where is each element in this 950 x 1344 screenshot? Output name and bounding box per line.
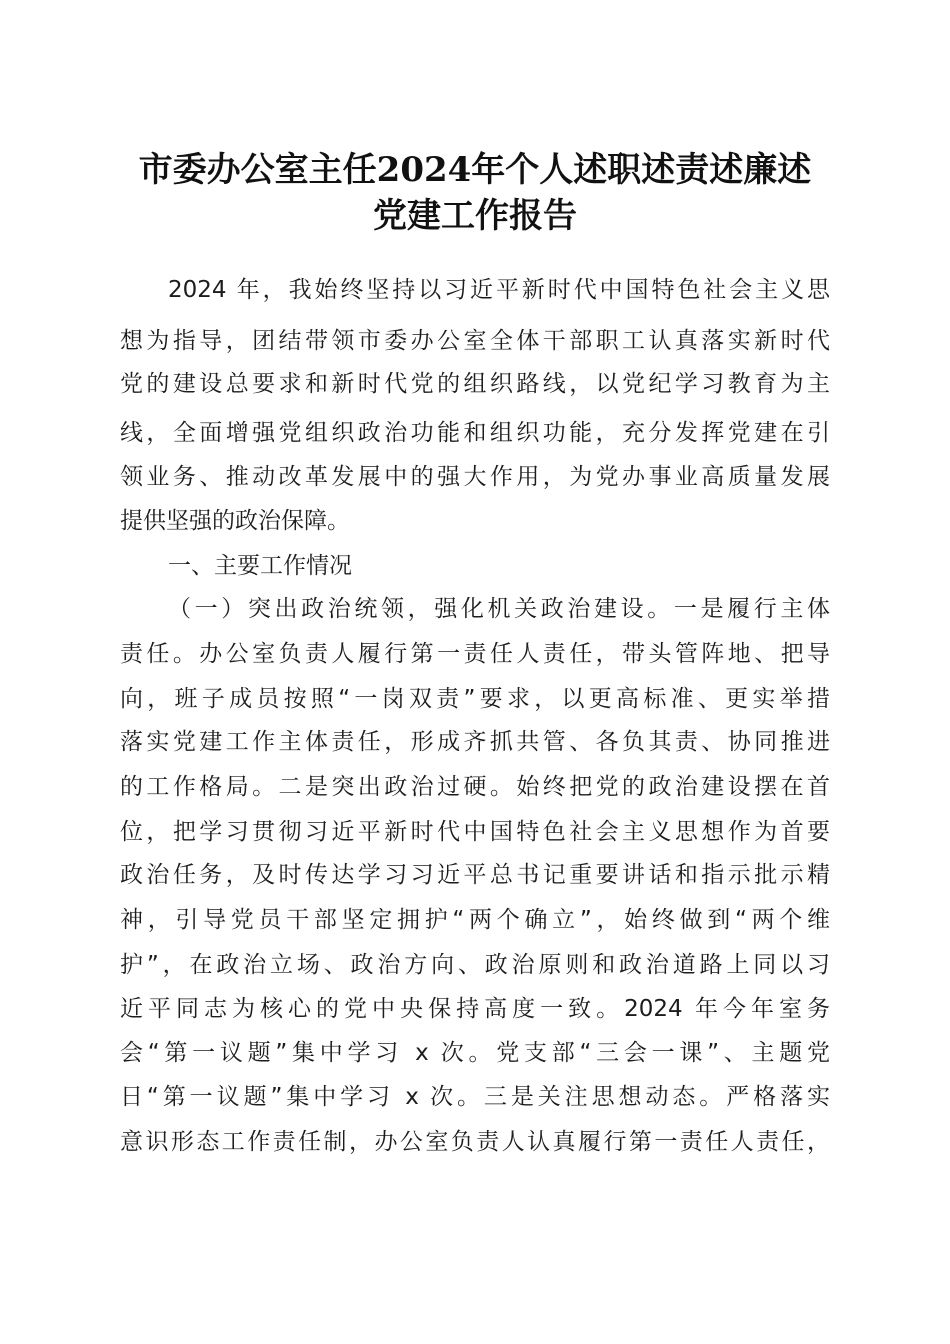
section-paragraph-line: 神，引导党员干部坚定拥护“两个确立”，始终做到“两个维 [120, 907, 830, 933]
intro-paragraph-line: 2024 年，我始终坚持以习近平新时代中国特色社会主义思 [168, 277, 830, 303]
section-paragraph-line: 政治任务，及时传达学习习近平总书记重要讲话和指示批示精 [120, 862, 830, 888]
document-title-line-1: 市委办公室主任2024年个人述职述责述廉述 [138, 150, 812, 190]
intro-paragraph-line: 领业务、推动改革发展中的强大作用，为党办事业高质量发展 [120, 464, 830, 490]
intro-paragraph-line: 党的建设总要求和新时代党的组织路线，以党纪学习教育为主 [120, 371, 830, 397]
section-paragraph-line: 护”，在政治立场、政治方向、政治原则和政治道路上同以习 [120, 952, 830, 978]
section-paragraph-line: 近平同志为核心的党中央保持高度一致。2024 年今年室务 [120, 996, 830, 1022]
document-title-line-2: 党建工作报告 [373, 196, 577, 236]
intro-paragraph-line: 提供坚强的政治保障。 [120, 508, 350, 534]
intro-paragraph-line: 想为指导，团结带领市委办公室全体干部职工认真落实新时代 [120, 328, 830, 354]
section-paragraph-line: 落实党建工作主体责任，形成齐抓共管、各负其责、协同推进 [120, 729, 830, 755]
section-heading: 一、主要工作情况 [168, 553, 352, 579]
intro-paragraph-line: 线，全面增强党组织政治功能和组织功能，充分发挥党建在引 [120, 420, 830, 446]
section-paragraph-line: 责任。办公室负责人履行第一责任人责任，带头管阵地、把导 [120, 641, 830, 667]
section-paragraph-line: 日“第一议题”集中学习 x 次。三是关注思想动态。严格落实 [120, 1084, 830, 1110]
section-paragraph-line: 意识形态工作责任制，办公室负责人认真履行第一责任人责任， [120, 1129, 830, 1155]
section-paragraph-line: 会“第一议题”集中学习 x 次。党支部“三会一课”、主题党 [120, 1040, 830, 1066]
section-paragraph-line: 的工作格局。二是突出政治过硬。始终把党的政治建设摆在首 [120, 774, 830, 800]
section-paragraph-line: （一）突出政治统领，强化机关政治建设。一是履行主体 [168, 596, 830, 622]
section-paragraph-line: 位，把学习贯彻习近平新时代中国特色社会主义思想作为首要 [120, 819, 830, 845]
section-paragraph-line: 向，班子成员按照“一岗双责”要求，以更高标准、更实举措 [120, 686, 830, 712]
